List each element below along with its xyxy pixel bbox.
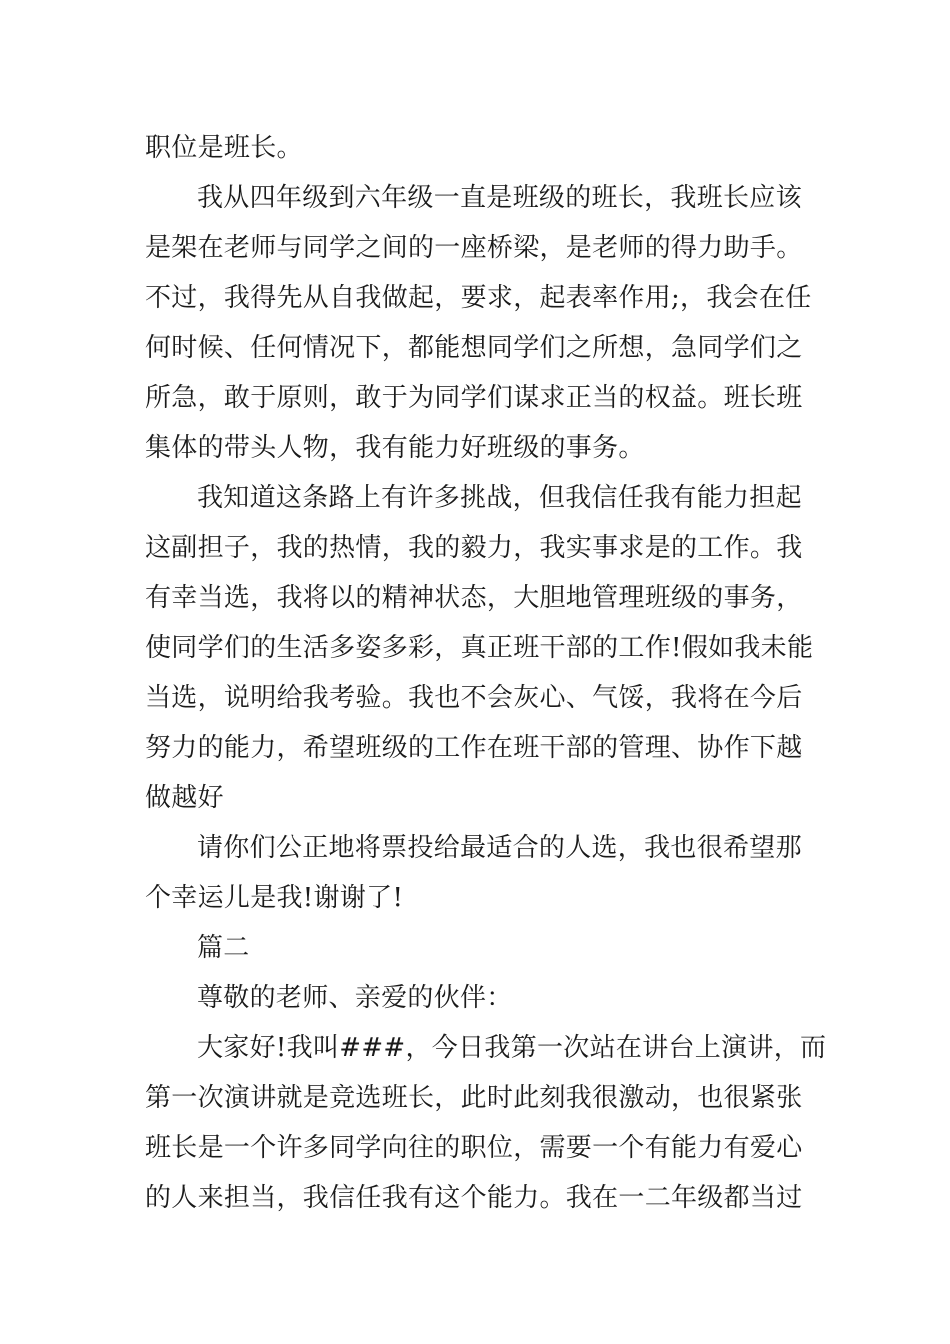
paragraph-first-line: 我从四年级到六年级一直是班级的班长，我班长应该 — [197, 183, 802, 213]
text-line: 这副担子，我的热情，我的毅力，我实事求是的工作。我 — [145, 533, 803, 563]
text-line: 个幸运儿是我!谢谢了! — [145, 883, 404, 913]
text-line: 使同学们的生活多姿多彩，真正班干部的工作!假如我未能 — [145, 633, 814, 663]
text-line: 集体的带头人物，我有能力好班级的事务。 — [145, 433, 645, 463]
text-line: 何时候、任何情况下，都能想同学们之所想，急同学们之 — [145, 333, 803, 363]
text-line: 是架在老师与同学之间的一座桥梁，是老师的得力助手。 — [145, 233, 803, 263]
text-line: 做越好 — [145, 783, 224, 813]
paragraph-first-line: 请你们公正地将票投给最适合的人选，我也很希望那 — [197, 833, 802, 863]
text-line: 努力的能力，希望班级的工作在班干部的管理、协作下越 — [145, 733, 803, 763]
text-line: 不过，我得先从自我做起，要求，起表率作用;，我会在任 — [145, 283, 812, 313]
text-line: 班长是一个许多同学向往的职位，需要一个有能力有爱心 — [145, 1133, 803, 1163]
text-line: 有幸当选，我将以的精神状态，大胆地管理班级的事务， — [145, 583, 803, 613]
text-line: 当选，说明给我考验。我也不会灰心、气馁，我将在今后 — [145, 683, 803, 713]
text-line: 的人来担当，我信任我有这个能力。我在一二年级都当过 — [145, 1183, 803, 1213]
text-line: 所急，敢于原则，敢于为同学们谋求正当的权益。班长班 — [145, 383, 803, 413]
text-line: 第一次演讲就是竞选班长，此时此刻我很激动，也很紧张 — [145, 1083, 803, 1113]
paragraph-first-line: 大家好!我叫###，今日我第一次站在讲台上演讲，而 — [197, 1033, 827, 1063]
section-heading: 篇二 — [197, 933, 250, 963]
text-line: 职位是班长。 — [145, 133, 303, 163]
salutation: 尊敬的老师、亲爱的伙伴： — [197, 983, 513, 1013]
paragraph-first-line: 我知道这条路上有许多挑战，但我信任我有能力担起 — [197, 483, 802, 513]
